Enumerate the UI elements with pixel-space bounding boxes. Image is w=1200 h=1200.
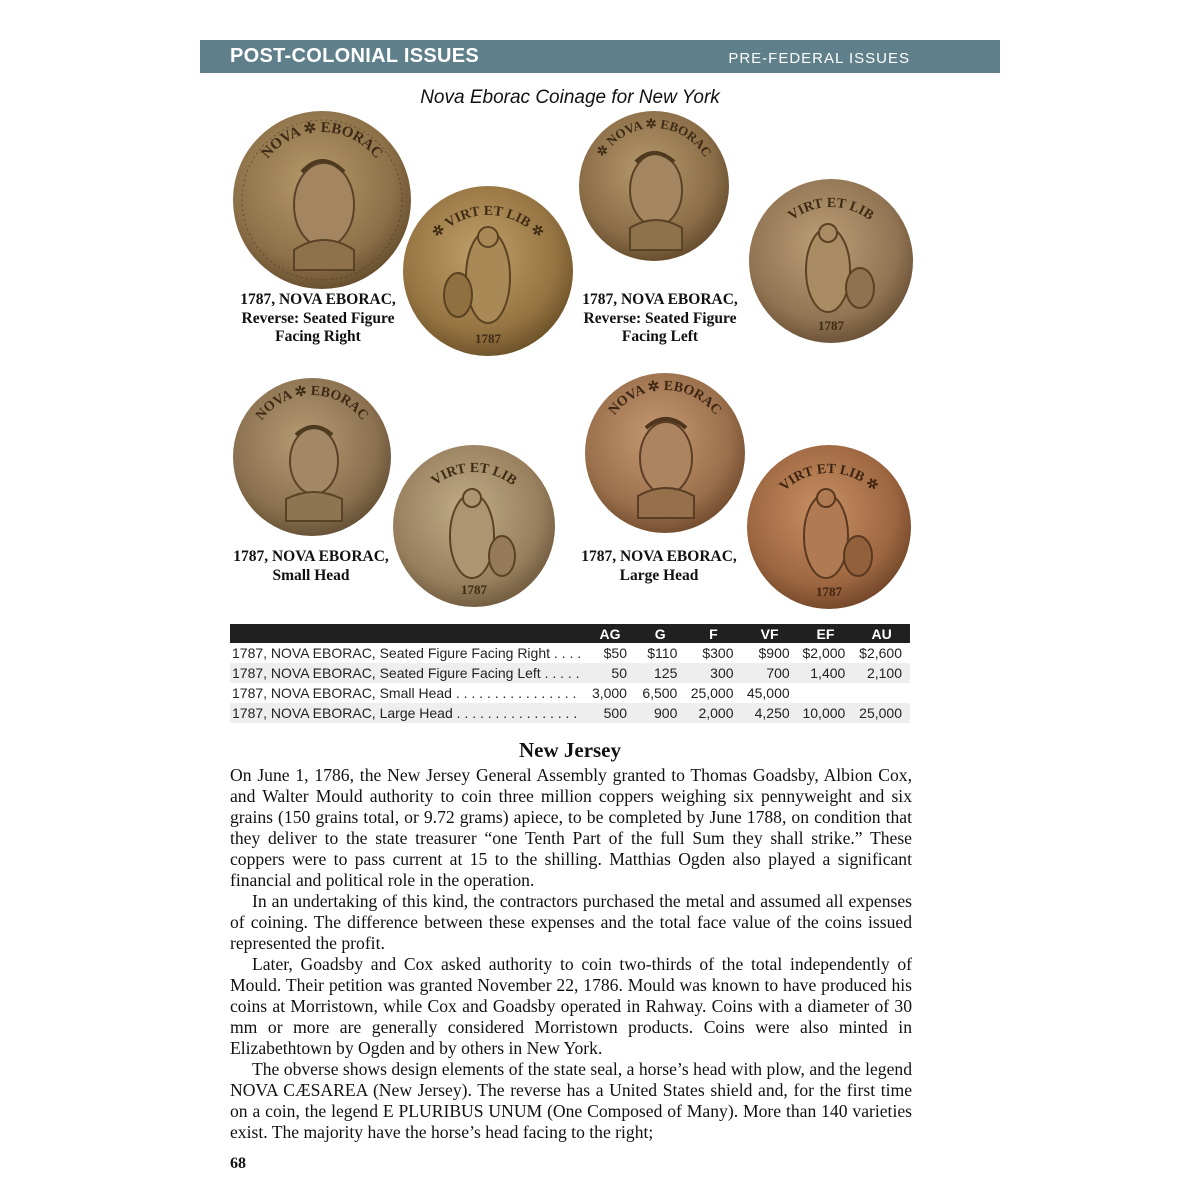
table-row (230, 683, 910, 703)
column-header (230, 624, 585, 643)
row-label: 1787, NOVA EBORAC, Seated Figure Facing Right . . . . (232, 645, 582, 661)
price-cell: $900 (758, 645, 790, 661)
price-cell: 25,000 (853, 703, 910, 723)
coin-reverse-4-date: 1787 (816, 584, 842, 599)
price-cell: 2,000 (685, 703, 741, 723)
column-header: VF (742, 624, 798, 643)
coin-caption-2: 1787, NOVA EBORAC, Reverse: Seated Figure Facing Left (582, 291, 738, 345)
coin-obverse-2-legend: ✲ NOVA ✲ EBORAC (593, 115, 715, 160)
column-header: EF (798, 624, 854, 643)
price-cell: 25,000 (690, 685, 734, 701)
column-header: AG (585, 624, 635, 643)
price-cell: 2,100 (853, 663, 910, 683)
coin-reverse-2-date: 1787 (818, 318, 844, 333)
price-cell: $300 (702, 645, 734, 661)
price-cell: $50 (603, 645, 627, 661)
header-right-title: PRE-FEDERAL ISSUES (728, 50, 910, 67)
price-cell: 50 (585, 663, 635, 683)
price-cell: 1,400 (798, 663, 854, 683)
coin-reverse-1-legend: ✲ VIRT ET LIB ✲ (429, 203, 547, 241)
coin-reverse-2 (748, 178, 914, 344)
price-cell: $2,000 (802, 645, 846, 661)
coin-reverse-3-legend: VIRT ET LIB (428, 460, 520, 489)
coin-obverse-3-legend: NOVA ✲ EBORAC (253, 383, 371, 424)
row-label: 1787, NOVA EBORAC, Seated Figure Facing Left . . . . . (230, 663, 585, 683)
price-cell: 125 (635, 663, 685, 683)
price-cell: 45,000 (746, 685, 790, 701)
coin-reverse-4-legend: VIRT ET LIB ✲ (777, 461, 881, 495)
coin-caption-1: 1787, NOVA EBORAC, Reverse: Seated Figure Facing Right (240, 291, 396, 345)
coin-obverse-2 (578, 110, 730, 262)
price-cell: 3,000 (591, 685, 627, 701)
table-row (230, 663, 910, 683)
row-label: 1787, NOVA EBORAC, Small Head . . . . . . . . . . . . . . . . (232, 685, 577, 701)
price-cell: $2,600 (859, 645, 902, 661)
coin-caption-3: 1787, NOVA EBORAC, Small Head (233, 548, 389, 584)
figure-subtitle: Nova Eborac Coinage for New York (420, 87, 720, 108)
coin-reverse-1-date: 1787 (475, 331, 501, 346)
header-left-title: POST-COLONIAL ISSUES (230, 45, 479, 67)
paragraph: Later, Goadsby and Cox asked authority to coin two-thirds of the total independently of Mould. Their petition was granted November 22, 1786. Mould was known to have produced his coins at Morristown, while Cox and Goadsby operated in Rahway. Coins with a diameter of 30 mm or more are generally considered Morristown products. Coins were also minted in Elizabethtown by Ogden and by others in New York. (230, 954, 912, 1058)
table-row (230, 643, 910, 663)
coin-caption-4: 1787, NOVA EBORAC, Large Head (581, 548, 737, 584)
price-cell: 10,000 (798, 703, 854, 723)
section-title: New Jersey (518, 738, 622, 762)
row-label: 1787, NOVA EBORAC, Large Head . . . . . . . . . . . . . . . . (230, 703, 585, 723)
price-table-header (230, 624, 910, 643)
coin-reverse-1 (402, 185, 574, 357)
paragraph: On June 1, 1786, the New Jersey General Assembly granted to Thomas Goadsby, Albion Cox, and Walter Mould authority to coin three million coppers weighing six pennyweight and six grains (150 grains total, or 9.72 grams) apiece, to be completed by June 1788, on condition that they deliver to the state treasurer “one Tenth Part of the full Sum they shall strike.” These coppers were to pass current at 15 to the shilling. Matthias Ogden also played a significant financial and political role in the operation. (230, 765, 912, 890)
column-header: AU (853, 624, 910, 643)
price-cell (798, 683, 854, 703)
price-cell: 300 (685, 663, 741, 683)
coin-obverse-4-legend: NOVA ✲ EBORAC (605, 378, 725, 418)
price-cell: 500 (585, 703, 635, 723)
column-header: G (635, 624, 685, 643)
price-cell: 700 (742, 663, 798, 683)
body-text (230, 765, 912, 1143)
price-cell: 6,500 (642, 685, 678, 701)
coin-reverse-3 (392, 444, 556, 608)
table-row (230, 703, 910, 723)
coin-reverse-4 (746, 444, 912, 610)
price-cell (853, 683, 910, 703)
paragraph: In an undertaking of this kind, the contractors purchased the metal and assumed all expenses of coining. The difference between these expenses and the total face value of the coins issued represented the profit. (230, 891, 912, 953)
coin-obverse-1 (232, 110, 412, 290)
page-number: 68 (230, 1155, 246, 1172)
paragraph: The obverse shows design elements of the state seal, a horse’s head with plow, and the legend NOVA CÆSAREA (New Jersey). The reverse has a United States shield and, for the first time on a coin, the legend E PLURIBUS UNUM (One Composed of Many). More than 140 varieties exist. The majority have the horse’s head facing to the right; (230, 1059, 912, 1142)
coin-obverse-4 (584, 372, 746, 534)
price-table (230, 624, 910, 723)
price-cell: $110 (647, 645, 678, 661)
price-cell: 4,250 (742, 703, 798, 723)
coin-obverse-1-legend: NOVA ✲ EBORAC (258, 119, 386, 162)
coin-reverse-2-legend: VIRT ET LIB (785, 195, 877, 224)
coin-obverse-3 (232, 377, 392, 537)
coin-reverse-3-date: 1787 (461, 582, 487, 597)
price-cell: 900 (635, 703, 685, 723)
page-header (200, 40, 1000, 73)
column-header: F (685, 624, 741, 643)
